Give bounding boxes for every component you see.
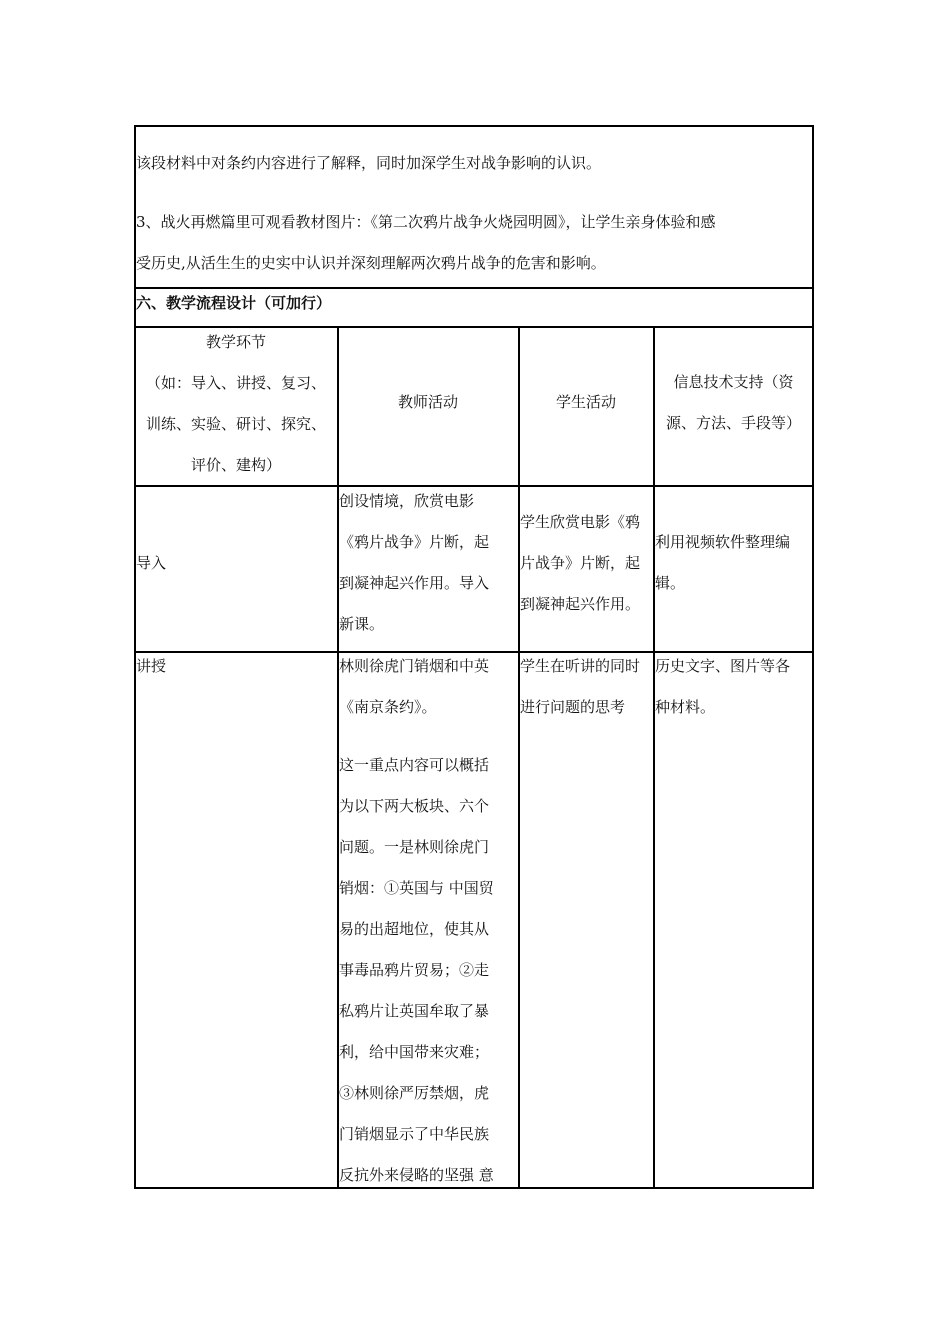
student-line: 学生欣赏电影《鸦 xyxy=(520,513,641,531)
teacher-line: 《鸦片战争》片断，起 xyxy=(339,533,490,551)
header-student: 学生活动 xyxy=(555,393,616,411)
header-stage-line: 教学环节 xyxy=(205,333,266,351)
teacher-line: 事毒品鸦片贸易；②走 xyxy=(339,961,490,979)
tech-support-cell xyxy=(655,532,812,614)
teacher-activity-cell xyxy=(339,491,517,655)
header-stage-line: 评价、建构） xyxy=(190,456,281,474)
teacher-line: 私鸦片让英国牟取了暴 xyxy=(339,1002,490,1020)
stage-cell: 导入 xyxy=(136,554,167,572)
student-line: 进行问题的思考 xyxy=(520,698,626,716)
teacher-line: 林则徐虎门销烟和中英 xyxy=(339,657,490,675)
teacher-line: 新课。 xyxy=(339,615,385,633)
teacher-line: 问题。一是林则徐虎门 xyxy=(339,838,490,856)
header-stage-line: （如：导入、讲授、复习、 xyxy=(145,374,326,392)
teacher-line: 到凝神起兴作用。导入 xyxy=(339,574,490,592)
teacher-activity-cell xyxy=(339,656,517,738)
tech-line: 辑。 xyxy=(655,574,686,592)
header-stage xyxy=(136,332,336,496)
row-divider xyxy=(136,326,812,328)
section-title: 六、教学流程设计（可加行） xyxy=(136,294,332,312)
intro-line-3: 受历史,从活生生的史实中认识并深刻理解两次鸦片战争的危害和影响。 xyxy=(136,254,606,272)
teacher-line: 门销烟显示了中华民族 xyxy=(339,1125,490,1143)
tech-support-cell xyxy=(655,656,812,738)
header-stage-line: 训练、实验、研讨、探究、 xyxy=(145,415,326,433)
teacher-line: ③林则徐严厉禁烟，虎 xyxy=(339,1084,490,1102)
teacher-line: 《南京条约》。 xyxy=(339,698,437,716)
student-line: 学生在听讲的同时 xyxy=(520,657,641,675)
column-divider xyxy=(653,326,655,1187)
intro-line-1: 该段材料中对条约内容进行了解释，同时加深学生对战争影响的认识。 xyxy=(136,154,602,172)
teacher-line: 利，给中国带来灾难； xyxy=(339,1043,490,1061)
header-tech xyxy=(655,372,812,454)
tech-line: 种材料。 xyxy=(655,698,716,716)
tech-line: 历史文字、图片等各 xyxy=(655,657,791,675)
teacher-line: 创设情境，欣赏电影 xyxy=(339,492,475,510)
tech-line: 利用视频软件整理编 xyxy=(655,533,791,551)
student-activity-cell xyxy=(520,512,652,635)
stage-cell: 讲授 xyxy=(136,657,167,675)
teacher-line: 为以下两大板块、六个 xyxy=(339,797,490,815)
teacher-line: 这一重点内容可以概括 xyxy=(339,756,490,774)
teacher-line: 销烟：①英国与 中国贸 xyxy=(339,879,494,897)
teacher-activity-cell xyxy=(339,755,517,1206)
student-line: 片战争》片断，起 xyxy=(520,554,641,572)
lesson-plan-table xyxy=(134,125,814,1189)
student-line: 到凝神起兴作用。 xyxy=(520,595,641,613)
teacher-line: 易的出超地位，使其从 xyxy=(339,920,490,938)
header-tech-line: 源、方法、手段等） xyxy=(665,414,801,432)
teacher-line: 反抗外来侵略的坚强 意 xyxy=(339,1166,494,1184)
row-divider xyxy=(136,287,812,289)
intro-line-2: 3、战火再燃篇里可观看教材图片：《第二次鸦片战争火烧园明圆》，让学生亲身体验和感 xyxy=(136,213,716,231)
student-activity-cell xyxy=(520,656,652,738)
header-tech-line: 信息技术支持（资 xyxy=(673,373,794,391)
column-divider xyxy=(518,326,520,1187)
header-teacher: 教师活动 xyxy=(397,393,458,411)
